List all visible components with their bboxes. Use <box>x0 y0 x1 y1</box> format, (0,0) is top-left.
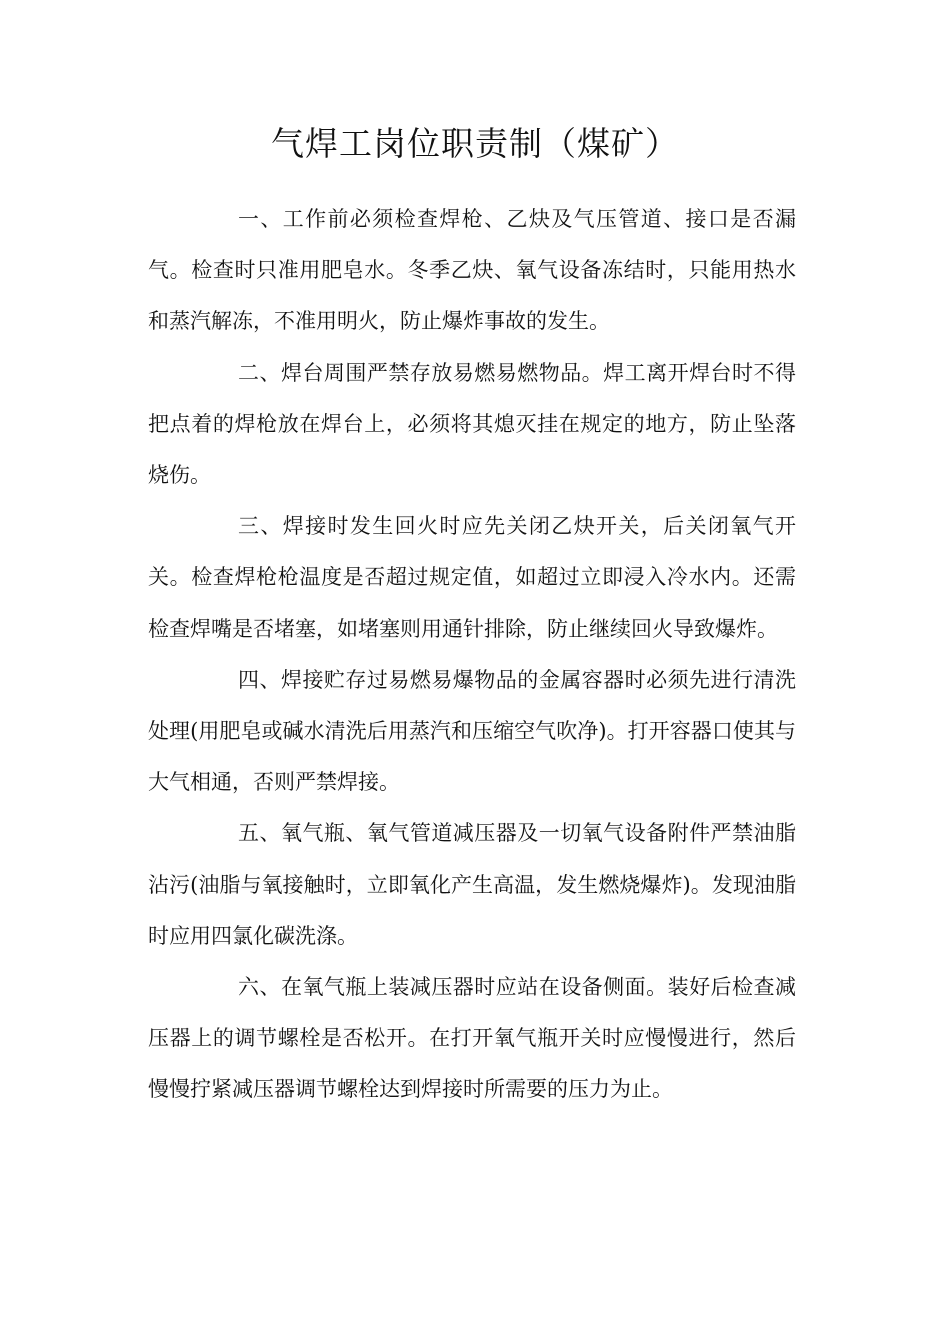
paragraph-6: 六、在氧气瓶上装减压器时应站在设备侧面。装好后检查减压器上的调节螺栓是否松开。在打开氧气瓶开关时应慢慢进行，然后慢慢拧紧减压器调节螺栓达到焊接时所需要的压力为止。 <box>148 975 796 1102</box>
paragraph-3: 三、焊接时发生回火时应先关闭乙炔开关，后关闭氧气开关。检查焊枪枪温度是否超过规定值，如超过立即浸入冷水内。还需检查焊嘴是否堵塞，如堵塞则用通针排除，防止继续回火导致爆炸。 <box>148 514 796 641</box>
document-body <box>148 194 796 1116</box>
paragraph-2: 二、焊台周围严禁存放易燃易燃物品。焊工离开焊台时不得把点着的焊枪放在焊台上，必须将其熄灭挂在规定的地方，防止坠落烧伤。 <box>148 360 796 488</box>
document-title: 气焊工岗位职责制（煤矿） <box>271 124 679 163</box>
paragraph-5: 五、氧气瓶、氧气管道减压器及一切氧气设备附件严禁油脂沾污(油脂与氧接触时，立即氧化产生高温，发生燃烧爆炸)。发现油脂时应用四氯化碳洗涤。 <box>148 821 796 948</box>
paragraph-4: 四、焊接贮存过易燃易爆物品的金属容器时必须先进行清洗处理(用肥皂或碱水清洗后用蒸汽和压缩空气吹净)。打开容器口使其与大气相通，否则严禁焊接。 <box>148 667 796 795</box>
paragraph-1: 一、工作前必须检查焊枪、乙炔及气压管道、接口是否漏气。检查时只准用肥皂水。冬季乙炔、氧气设备冻结时，只能用热水和蒸汽解冻，不准用明火，防止爆炸事故的发生。 <box>148 207 796 334</box>
